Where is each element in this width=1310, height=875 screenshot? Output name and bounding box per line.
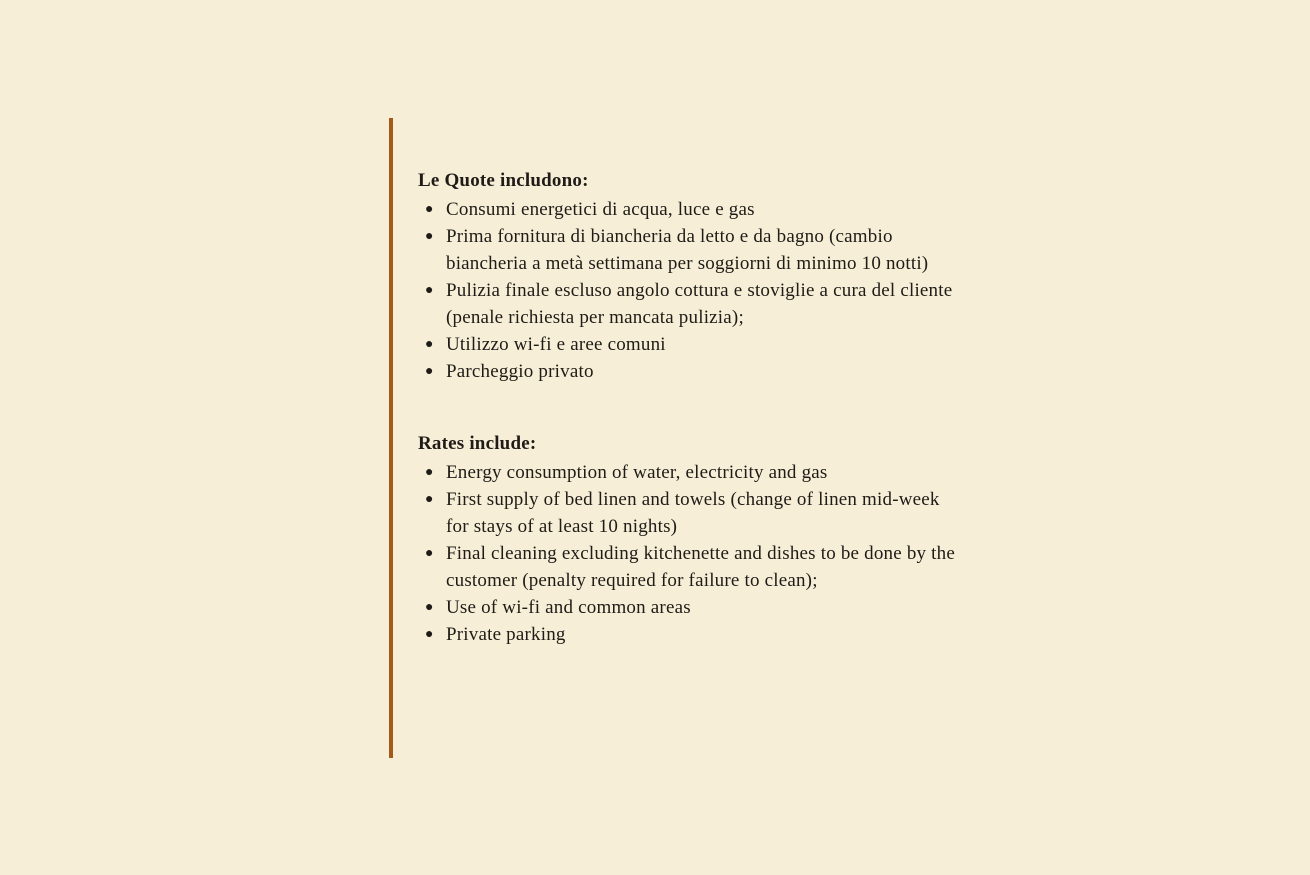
- list-item-text: Private parking: [446, 624, 566, 645]
- list-item: [418, 594, 958, 621]
- bullet-icon: ●: [425, 492, 434, 507]
- bullet-icon: ●: [425, 337, 434, 352]
- bullet-icon: ●: [425, 283, 434, 298]
- english-heading: Rates include:: [418, 433, 537, 454]
- rates-content: [418, 168, 958, 648]
- italian-list: [418, 196, 958, 385]
- bullet-icon: ●: [425, 364, 434, 379]
- list-item: [418, 331, 958, 358]
- bullet-icon: ●: [425, 465, 434, 480]
- bullet-icon: ●: [425, 202, 434, 217]
- list-item: [418, 486, 958, 540]
- italian-section: [418, 168, 958, 385]
- bullet-icon: ●: [425, 627, 434, 642]
- list-item: [418, 621, 958, 648]
- list-item-text: Prima fornitura di biancheria da letto e da bagno (cambio biancheria a metà settimana per soggiorni di minimo 10 notti): [446, 226, 929, 274]
- list-item-text: Pulizia finale escluso angolo cottura e stoviglie a cura del cliente (penale richiesta per mancata pulizia);: [446, 280, 953, 328]
- list-item-text: Parcheggio privato: [446, 361, 594, 382]
- list-item-text: First supply of bed linen and towels (change of linen mid-week for stays of at least 10 nights): [446, 489, 940, 537]
- english-section: [418, 431, 958, 648]
- list-item: [418, 196, 958, 223]
- list-item: [418, 277, 958, 331]
- english-list: [418, 459, 958, 648]
- list-item-text: Use of wi-fi and common areas: [446, 597, 691, 618]
- list-item-text: Final cleaning excluding kitchenette and dishes to be done by the customer (penalty required for failure to clean);: [446, 543, 955, 591]
- bullet-icon: ●: [425, 546, 434, 561]
- italian-heading: Le Quote includono:: [418, 170, 589, 191]
- list-item: [418, 358, 958, 385]
- list-item-text: Utilizzo wi-fi e aree comuni: [446, 334, 666, 355]
- list-item: [418, 540, 958, 594]
- list-item: [418, 459, 958, 486]
- list-item-text: Energy consumption of water, electricity and gas: [446, 462, 828, 483]
- bullet-icon: ●: [425, 600, 434, 615]
- list-item: [418, 223, 958, 277]
- accent-bar: [389, 118, 393, 758]
- list-item-text: Consumi energetici di acqua, luce e gas: [446, 199, 755, 220]
- bullet-icon: ●: [425, 229, 434, 244]
